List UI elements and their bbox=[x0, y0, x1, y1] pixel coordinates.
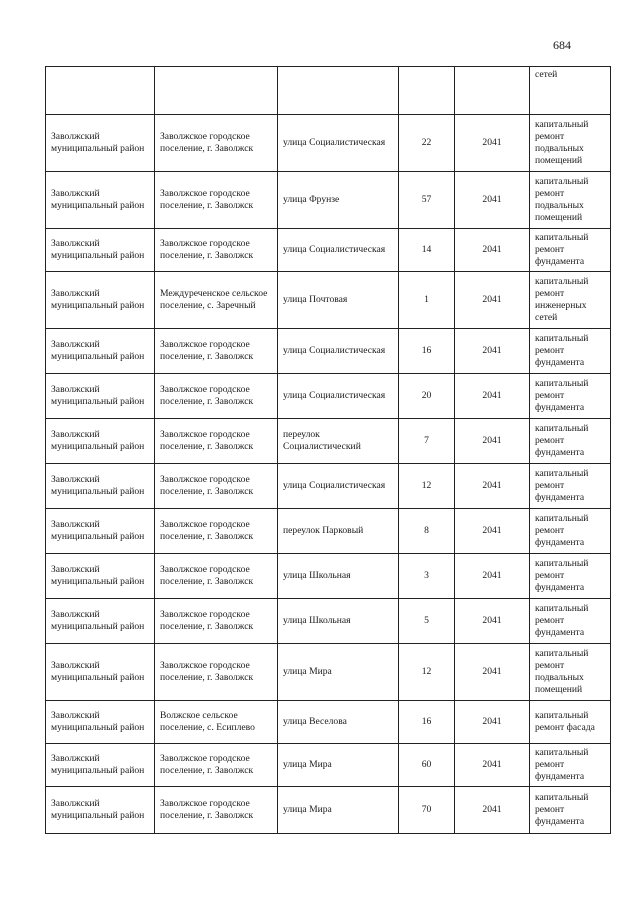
cell-district: Заволжский муниципальный район bbox=[46, 229, 155, 272]
cell-settlement: Волжское сельское поселение, с. Есиплево bbox=[155, 701, 278, 744]
cell-street: переулок Парковый bbox=[278, 509, 399, 554]
cell-settlement: Заволжское городское поселение, г. Заволжск bbox=[155, 374, 278, 419]
cell-work: капитальный ремонт фундамента bbox=[530, 374, 611, 419]
cell-street: улица Мира bbox=[278, 787, 399, 834]
cell-house: 16 bbox=[399, 701, 455, 744]
cell-settlement: Заволжское городское поселение, г. Заволжск bbox=[155, 419, 278, 464]
cell-settlement: Заволжское городское поселение, г. Заволжск bbox=[155, 554, 278, 599]
cell-house: 8 bbox=[399, 509, 455, 554]
cell-year: 2041 bbox=[455, 599, 530, 644]
cell-settlement: Заволжское городское поселение, г. Заволжск bbox=[155, 744, 278, 787]
cell-house: 7 bbox=[399, 419, 455, 464]
cell-street: переулок Социалистический bbox=[278, 419, 399, 464]
cell-year: 2041 bbox=[455, 329, 530, 374]
cell-year: 2041 bbox=[455, 172, 530, 229]
cell-street: улица Мира bbox=[278, 744, 399, 787]
cell-year: 2041 bbox=[455, 701, 530, 744]
cell-street: улица Социалистическая bbox=[278, 229, 399, 272]
cell-year: 2041 bbox=[455, 509, 530, 554]
table-row bbox=[46, 701, 611, 744]
cell-district: Заволжский муниципальный район bbox=[46, 115, 155, 172]
cell-settlement: Междуреченское сельское поселение, с. Заречный bbox=[155, 272, 278, 329]
table-row bbox=[46, 329, 611, 374]
table-row bbox=[46, 464, 611, 509]
cell-house bbox=[399, 67, 455, 115]
cell-settlement: Заволжское городское поселение, г. Заволжск bbox=[155, 229, 278, 272]
cell-work: капитальный ремонт инженерных сетей bbox=[530, 272, 611, 329]
table-body bbox=[46, 67, 611, 834]
cell-work: капитальный ремонт фундамента bbox=[530, 419, 611, 464]
cell-settlement: Заволжское городское поселение, г. Заволжск bbox=[155, 787, 278, 834]
cell-work: капитальный ремонт фундамента bbox=[530, 744, 611, 787]
cell-district: Заволжский муниципальный район bbox=[46, 701, 155, 744]
cell-house: 3 bbox=[399, 554, 455, 599]
cell-district: Заволжский муниципальный район bbox=[46, 554, 155, 599]
cell-work: капитальный ремонт фундамента bbox=[530, 509, 611, 554]
cell-work: капитальный ремонт фундамента bbox=[530, 599, 611, 644]
cell-street: улица Школьная bbox=[278, 554, 399, 599]
cell-year bbox=[455, 67, 530, 115]
cell-year: 2041 bbox=[455, 115, 530, 172]
cell-street: улица Социалистическая bbox=[278, 115, 399, 172]
cell-street: улица Социалистическая bbox=[278, 374, 399, 419]
cell-district: Заволжский муниципальный район bbox=[46, 172, 155, 229]
cell-house: 57 bbox=[399, 172, 455, 229]
cell-street: улица Фрунзе bbox=[278, 172, 399, 229]
cell-house: 12 bbox=[399, 644, 455, 701]
cell-work: капитальный ремонт фундамента bbox=[530, 229, 611, 272]
cell-work: капитальный ремонт фундамента bbox=[530, 329, 611, 374]
table-row bbox=[46, 554, 611, 599]
cell-work: капитальный ремонт подвальных помещений bbox=[530, 115, 611, 172]
cell-street: улица Почтовая bbox=[278, 272, 399, 329]
cell-year: 2041 bbox=[455, 272, 530, 329]
cell-district bbox=[46, 67, 155, 115]
cell-settlement: Заволжское городское поселение, г. Заволжск bbox=[155, 644, 278, 701]
cell-house: 22 bbox=[399, 115, 455, 172]
table-row bbox=[46, 744, 611, 787]
cell-settlement: Заволжское городское поселение, г. Заволжск bbox=[155, 115, 278, 172]
cell-year: 2041 bbox=[455, 744, 530, 787]
cell-settlement: Заволжское городское поселение, г. Заволжск bbox=[155, 329, 278, 374]
table-row bbox=[46, 272, 611, 329]
table-row bbox=[46, 644, 611, 701]
cell-work: капитальный ремонт фундамента bbox=[530, 787, 611, 834]
table-row bbox=[46, 115, 611, 172]
cell-district: Заволжский муниципальный район bbox=[46, 744, 155, 787]
table-row bbox=[46, 419, 611, 464]
table-row bbox=[46, 172, 611, 229]
cell-street: улица Социалистическая bbox=[278, 329, 399, 374]
cell-settlement bbox=[155, 67, 278, 115]
cell-settlement: Заволжское городское поселение, г. Заволжск bbox=[155, 509, 278, 554]
cell-street bbox=[278, 67, 399, 115]
table-row bbox=[46, 599, 611, 644]
cell-work: капитальный ремонт подвальных помещений bbox=[530, 172, 611, 229]
cell-house: 5 bbox=[399, 599, 455, 644]
cell-district: Заволжский муниципальный район bbox=[46, 644, 155, 701]
cell-district: Заволжский муниципальный район bbox=[46, 419, 155, 464]
cell-district: Заволжский муниципальный район bbox=[46, 787, 155, 834]
cell-house: 70 bbox=[399, 787, 455, 834]
cell-year: 2041 bbox=[455, 419, 530, 464]
cell-year: 2041 bbox=[455, 229, 530, 272]
cell-year: 2041 bbox=[455, 554, 530, 599]
cell-settlement: Заволжское городское поселение, г. Заволжск bbox=[155, 599, 278, 644]
cell-street: улица Веселова bbox=[278, 701, 399, 744]
cell-year: 2041 bbox=[455, 787, 530, 834]
cell-settlement: Заволжское городское поселение, г. Заволжск bbox=[155, 464, 278, 509]
cell-house: 1 bbox=[399, 272, 455, 329]
cell-work: капитальный ремонт подвальных помещений bbox=[530, 644, 611, 701]
table-row bbox=[46, 787, 611, 834]
cell-district: Заволжский муниципальный район bbox=[46, 374, 155, 419]
cell-house: 20 bbox=[399, 374, 455, 419]
cell-district: Заволжский муниципальный район bbox=[46, 509, 155, 554]
continued-row bbox=[46, 67, 611, 115]
cell-work: капитальный ремонт фасада bbox=[530, 701, 611, 744]
cell-year: 2041 bbox=[455, 644, 530, 701]
cell-house: 14 bbox=[399, 229, 455, 272]
cell-district: Заволжский муниципальный район bbox=[46, 329, 155, 374]
cell-house: 16 bbox=[399, 329, 455, 374]
cell-district: Заволжский муниципальный район bbox=[46, 272, 155, 329]
cell-street: улица Мира bbox=[278, 644, 399, 701]
table-row bbox=[46, 229, 611, 272]
cell-work: капитальный ремонт фундамента bbox=[530, 554, 611, 599]
cell-work: сетей bbox=[530, 67, 611, 115]
cell-year: 2041 bbox=[455, 464, 530, 509]
cell-year: 2041 bbox=[455, 374, 530, 419]
cell-district: Заволжский муниципальный район bbox=[46, 464, 155, 509]
page-number: 684 bbox=[553, 38, 571, 52]
cell-work: капитальный ремонт фундамента bbox=[530, 464, 611, 509]
cell-street: улица Социалистическая bbox=[278, 464, 399, 509]
cell-house: 12 bbox=[399, 464, 455, 509]
cell-house: 60 bbox=[399, 744, 455, 787]
table-row bbox=[46, 509, 611, 554]
table-row bbox=[46, 374, 611, 419]
cell-street: улица Школьная bbox=[278, 599, 399, 644]
housing-repair-table bbox=[45, 66, 611, 834]
cell-district: Заволжский муниципальный район bbox=[46, 599, 155, 644]
cell-settlement: Заволжское городское поселение, г. Заволжск bbox=[155, 172, 278, 229]
